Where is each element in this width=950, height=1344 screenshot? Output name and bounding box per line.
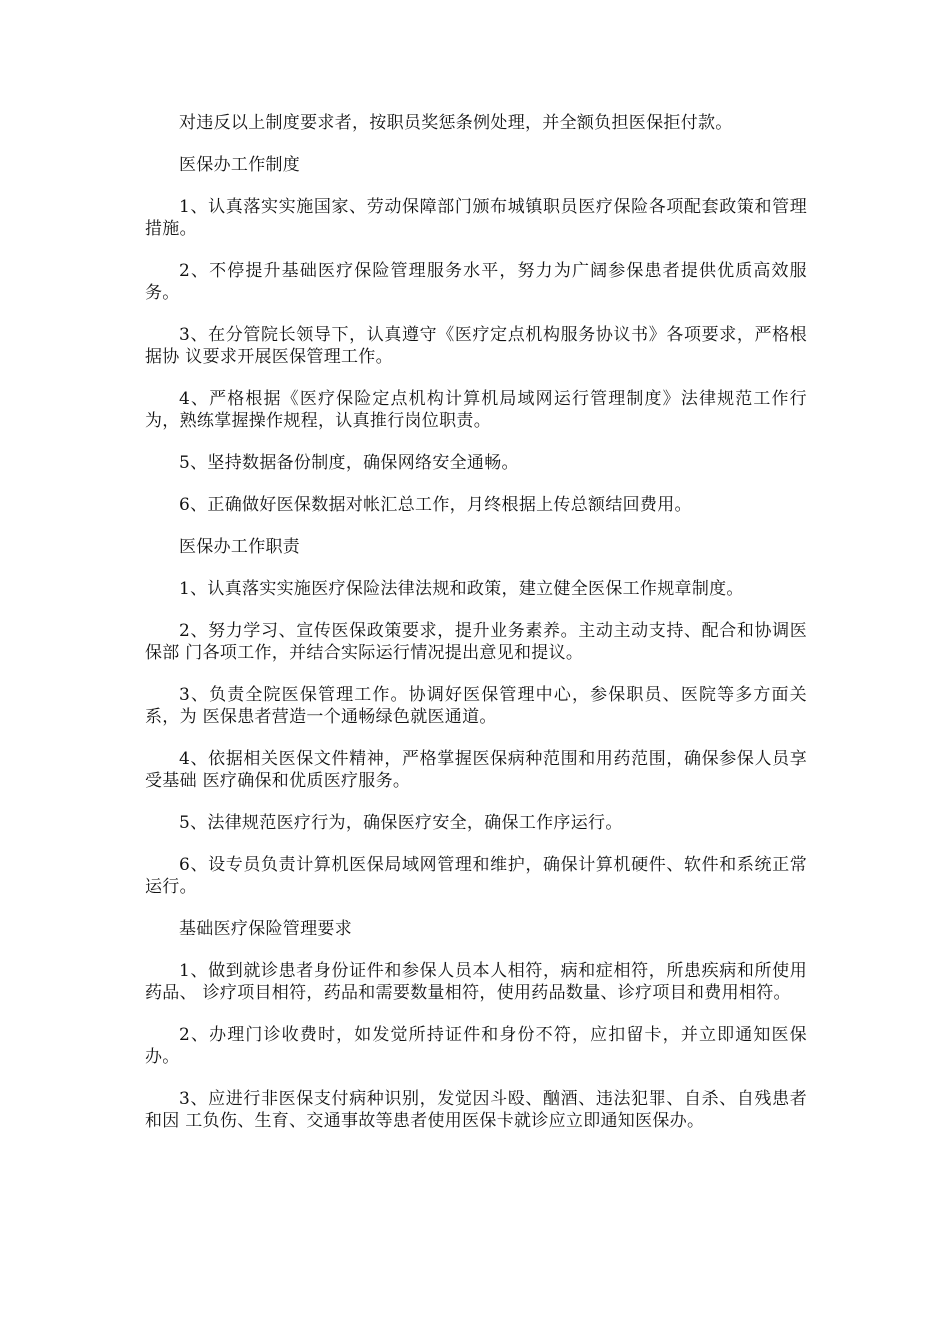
paragraph: 3、在分管院长领导下，认真遵守《医疗定点机构服务协议书》各项要求，严格根据协 议要求开展医保管理工作。 <box>145 325 807 367</box>
paragraph: 5、坚持数据备份制度，确保网络安全通畅。 <box>179 453 519 473</box>
paragraph: 1、认真落实实施国家、劳动保障部门颁布城镇职员医疗保险各项配套政策和管理措施。 <box>145 197 807 239</box>
paragraph: 2、办理门诊收费时，如发觉所持证件和身份不符，应扣留卡，并立即通知医保办。 <box>145 1025 807 1067</box>
paragraph: 4、严格根据《医疗保险定点机构计算机局域网运行管理制度》法律规范工作行为，熟练掌握操作规程，认真推行岗位职责。 <box>145 389 807 431</box>
section-heading: 基础医疗保险管理要求 <box>179 919 352 939</box>
paragraph: 3、负责全院医保管理工作。协调好医保管理中心，参保职员、医院等多方面关系，为 医保患者营造一个通畅绿色就医通道。 <box>145 685 807 727</box>
paragraph: 5、法律规范医疗行为，确保医疗安全，确保工作序运行。 <box>179 813 623 833</box>
paragraph: 1、做到就诊患者身份证件和参保人员本人相符，病和症相符，所患疾病和所使用药品、 诊疗项目相符，药品和需要数量相符，使用药品数量、诊疗项目和费用相符。 <box>145 961 807 1003</box>
paragraph: 4、依据相关医保文件精神，严格掌握医保病种范围和用药范围，确保参保人员享受基础 医疗确保和优质医疗服务。 <box>145 749 807 791</box>
paragraph: 6、设专员负责计算机医保局域网管理和维护，确保计算机硬件、软件和系统正常运行。 <box>145 855 807 897</box>
paragraph: 对违反以上制度要求者，按职员奖惩条例处理，并全额负担医保拒付款。 <box>179 113 733 133</box>
paragraph: 3、应进行非医保支付病种识别，发觉因斗殴、酗酒、违法犯罪、自杀、自残患者和因 工负伤、生育、交通事故等患者使用医保卡就诊应立即通知医保办。 <box>145 1089 807 1131</box>
paragraph: 6、正确做好医保数据对帐汇总工作，月终根据上传总额结回费用。 <box>179 495 692 515</box>
paragraph: 2、努力学习、宣传医保政策要求，提升业务素养。主动主动支持、配合和协调医保部 门各项工作，并结合实际运行情况提出意见和提议。 <box>145 621 807 663</box>
paragraph: 2、不停提升基础医疗保险管理服务水平，努力为广阔参保患者提供优质高效服务。 <box>145 261 807 303</box>
paragraph: 1、认真落实实施医疗保险法律法规和政策，建立健全医保工作规章制度。 <box>179 579 744 599</box>
document-body <box>145 112 807 1152</box>
section-heading: 医保办工作职责 <box>179 537 301 557</box>
section-heading: 医保办工作制度 <box>179 155 301 175</box>
